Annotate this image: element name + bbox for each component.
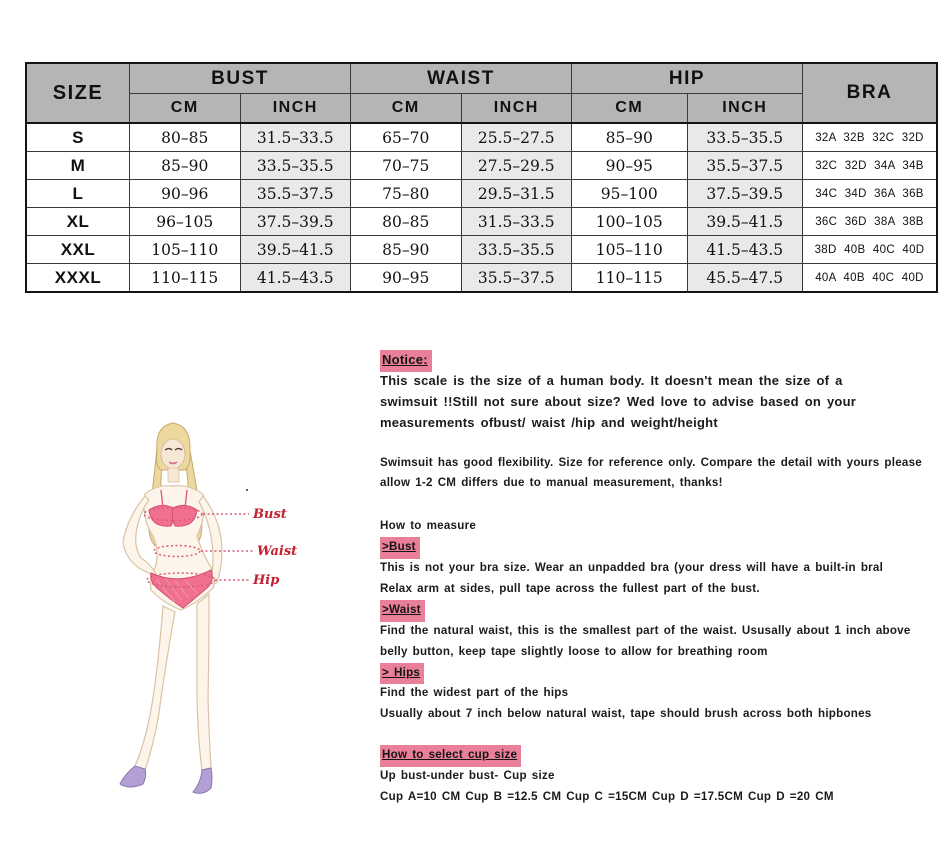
cell-waist-cm: 65–70 <box>351 123 462 152</box>
how-to-measure-heading: How to measure <box>380 519 477 533</box>
waist-text-line: belly button, keep tape slightly loose to allow for breathing room <box>380 644 768 658</box>
table-row-xxl <box>26 236 937 264</box>
cell-waist-cm: 85–90 <box>351 236 462 264</box>
waist-text-line: Find the natural waist, this is the smallest part of the waist. Ususally about 1 inch above <box>380 623 911 637</box>
cell-bust-cm: 80–85 <box>130 123 241 152</box>
ink-speck <box>246 489 248 491</box>
figure-bust-label: Bust <box>253 507 287 522</box>
table-row-xxxl <box>26 264 937 293</box>
cell-waist-inch: 33.5–35.5 <box>461 236 572 264</box>
hips-heading-line <box>380 663 950 684</box>
cell-waist-cm: 90–95 <box>351 264 462 293</box>
cell-hip-inch: 45.5–47.5 <box>687 264 803 293</box>
header-waist-inch: INCH <box>461 94 572 124</box>
header-hip-inch: INCH <box>687 94 803 124</box>
cell-size: L <box>26 180 130 208</box>
cell-bust-cm: 85–90 <box>130 152 241 180</box>
cell-bra: 32C 32D 34A 34B <box>803 152 938 180</box>
figure-hip-label: Hip <box>253 573 280 588</box>
cell-size: XXXL <box>26 264 130 293</box>
cell-bust-cm: 96–105 <box>130 208 241 236</box>
bust-heading-line <box>380 537 950 558</box>
cell-size: M <box>26 152 130 180</box>
bust-text-line: This is not your bra size. Wear an unpadded bra (your dress will have a built-in bral <box>380 561 884 575</box>
cell-bra: 40A 40B 40C 40D <box>803 264 938 293</box>
hips-label: > Hips <box>380 663 424 685</box>
cell-waist-cm: 75–80 <box>351 180 462 208</box>
notes-section <box>380 350 950 808</box>
waist-heading-line <box>380 600 950 621</box>
cell-bust-inch: 31.5–33.5 <box>240 123 351 152</box>
cell-waist-inch: 29.5–31.5 <box>461 180 572 208</box>
cell-waist-cm: 80–85 <box>351 208 462 236</box>
notice-text-line: swimsuit !!Still not sure about size? Wed love to advise based on your <box>380 393 857 409</box>
cell-size: XXL <box>26 236 130 264</box>
header-waist-cm: CM <box>351 94 462 124</box>
notice-text-line: This scale is the size of a human body. It doesn't mean the size of a <box>380 372 843 388</box>
cell-waist-inch: 31.5–33.5 <box>461 208 572 236</box>
cell-bust-inch: 33.5–35.5 <box>240 152 351 180</box>
header-bust-group: BUST <box>130 63 351 94</box>
bust-label: >Bust <box>380 537 420 559</box>
woman-sketch-illustration <box>105 418 335 818</box>
cell-hip-inch: 41.5–43.5 <box>687 236 803 264</box>
cell-bust-inch: 39.5–41.5 <box>240 236 351 264</box>
cell-bra: 34C 34D 36A 36B <box>803 180 938 208</box>
cell-bust-inch: 37.5–39.5 <box>240 208 351 236</box>
header-bra: BRA <box>803 63 938 123</box>
cell-waist-cm: 70–75 <box>351 152 462 180</box>
header-size: SIZE <box>26 63 130 123</box>
cell-hip-cm: 105–110 <box>572 236 688 264</box>
notice-label: Notice: <box>380 350 432 372</box>
table-row-xl <box>26 208 937 236</box>
table-row-s <box>26 123 937 152</box>
cell-bust-inch: 35.5–37.5 <box>240 180 351 208</box>
size-chart-header <box>26 63 937 123</box>
cell-waist-inch: 25.5–27.5 <box>461 123 572 152</box>
flexibility-text-line: allow 1-2 CM differs due to manual measurement, thanks! <box>380 476 723 490</box>
hips-text-line: Usually about 7 inch below natural waist, tape should brush across both hipbones <box>380 707 872 721</box>
cell-hip-inch: 39.5–41.5 <box>687 208 803 236</box>
waist-label: >Waist <box>380 600 425 622</box>
cell-hip-cm: 85–90 <box>572 123 688 152</box>
header-bust-cm: CM <box>130 94 241 124</box>
cell-size: S <box>26 123 130 152</box>
cup-size-label: How to select cup size <box>380 745 521 767</box>
cell-hip-cm: 95–100 <box>572 180 688 208</box>
cup-size-text-line: Cup A=10 CM Cup B =12.5 CM Cup C =15CM Cup D =17.5CM Cup D =20 CM <box>380 790 834 804</box>
cell-bust-cm: 105–110 <box>130 236 241 264</box>
figure-waist-label: Waist <box>257 544 298 559</box>
cell-bust-inch: 41.5–43.5 <box>240 264 351 293</box>
header-hip-cm: CM <box>572 94 688 124</box>
notice-heading-line <box>380 350 950 371</box>
cell-bust-cm: 110–115 <box>130 264 241 293</box>
header-bust-inch: INCH <box>240 94 351 124</box>
cup-size-heading-line <box>380 745 950 766</box>
flexibility-text-line: Swimsuit has good flexibility. Size for reference only. Compare the detail with yours please <box>380 455 923 469</box>
table-row-l <box>26 180 937 208</box>
header-waist-group: WAIST <box>351 63 572 94</box>
table-row-m <box>26 152 937 180</box>
cell-hip-cm: 100–105 <box>572 208 688 236</box>
cell-size: XL <box>26 208 130 236</box>
cell-bra: 38D 40B 40C 40D <box>803 236 938 264</box>
cell-waist-inch: 27.5–29.5 <box>461 152 572 180</box>
cell-hip-cm: 110–115 <box>572 264 688 293</box>
hips-text-line: Find the widest part of the hips <box>380 686 569 700</box>
cell-waist-inch: 35.5–37.5 <box>461 264 572 293</box>
cell-hip-inch: 35.5–37.5 <box>687 152 803 180</box>
measurement-figure <box>105 418 335 818</box>
cell-bra: 32A 32B 32C 32D <box>803 123 938 152</box>
bust-text-line: Relax arm at sides, pull tape across the fullest part of the bust. <box>380 582 760 596</box>
cell-hip-inch: 33.5–35.5 <box>687 123 803 152</box>
notice-text-line: measurements ofbust/ waist /hip and weight/height <box>380 414 718 430</box>
cell-bra: 36C 36D 38A 38B <box>803 208 938 236</box>
cup-size-text-line: Up bust-under bust- Cup size <box>380 769 555 783</box>
size-chart-table <box>25 62 938 293</box>
cell-hip-cm: 90–95 <box>572 152 688 180</box>
cell-hip-inch: 37.5–39.5 <box>687 180 803 208</box>
header-hip-group: HIP <box>572 63 803 94</box>
cell-bust-cm: 90–96 <box>130 180 241 208</box>
